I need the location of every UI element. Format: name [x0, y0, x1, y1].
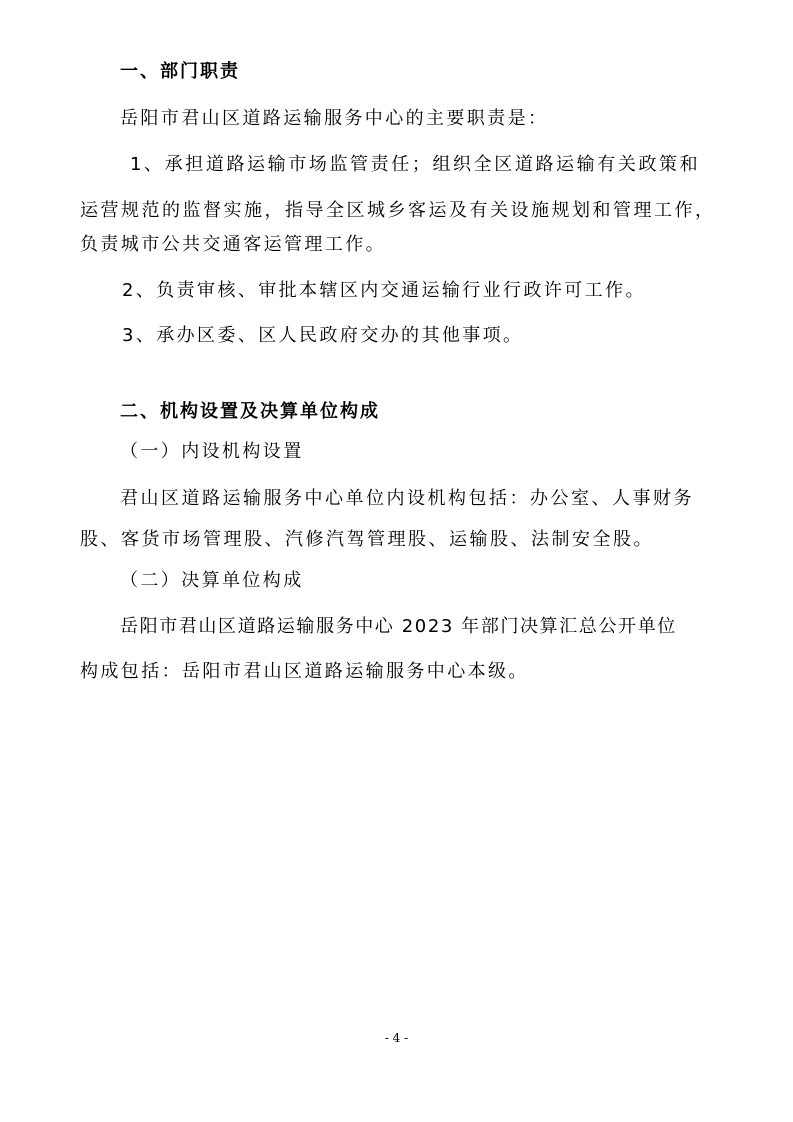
page-number: - 4 -	[384, 1031, 409, 1045]
section2-sub1-line1: 君山区道路运输服务中心单位内设机构包括：办公室、人事财务	[120, 488, 694, 509]
section1-item1-line3: 负责城市公共交通客运管理工作。	[80, 234, 386, 255]
section2-sub1-line2: 股、客货市场管理股、汽修汽驾管理股、运输股、法制安全股。	[80, 529, 654, 550]
section2-sub1-title: （一）内设机构设置	[120, 441, 304, 462]
section2-sub2-line1: 岳阳市君山区道路运输服务中心 2023 年部门决算汇总公开单位	[120, 616, 677, 637]
section1-item1-line2: 运营规范的监督实施，指导全区城乡客运及有关设施规划和管理工作，	[80, 200, 713, 221]
section1-item3: 3、承办区委、区人民政府交办的其他事项。	[122, 325, 524, 346]
section2-sub2-title: （二）决算单位构成	[120, 570, 304, 591]
section1-item1-line1: 1、承担道路运输市场监管责任；组织全区道路运输有关政策和	[130, 154, 701, 175]
section1-intro: 岳阳市君山区道路运输服务中心的主要职责是：	[120, 108, 549, 129]
section1-heading: 一、部门职责	[120, 61, 240, 82]
section1-item2: 2、负责审核、审批本辖区内交通运输行业行政许可工作。	[122, 280, 646, 301]
section2-sub2-line2: 构成包括：岳阳市君山区道路运输服务中心本级。	[80, 661, 529, 682]
section2-heading: 二、机构设置及决算单位构成	[120, 401, 380, 422]
